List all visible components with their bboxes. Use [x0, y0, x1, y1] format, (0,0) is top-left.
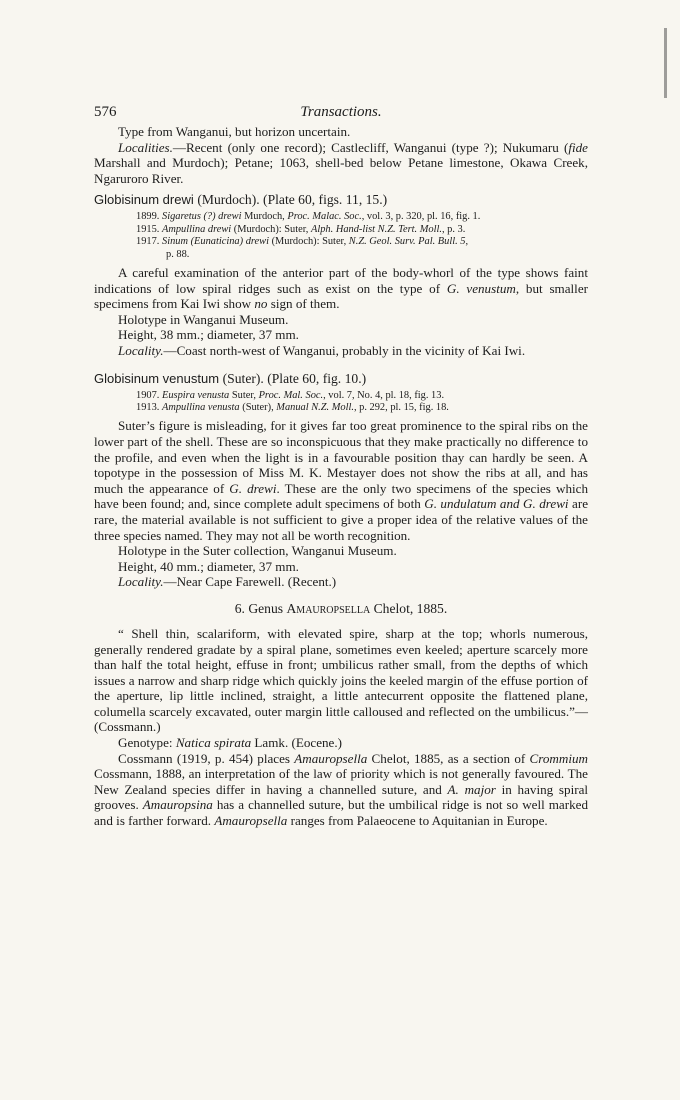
venustum-measurements: Height, 40 mm.; diameter, 37 mm. — [118, 558, 299, 574]
running-title: Transactions. — [300, 104, 382, 120]
synonymy-ref: 1917. Sinum (Eunaticina) drewi (Murdoch): Suter, N.Z. Geol. Surv. Pal. Bull. 5, p. 88. — [136, 236, 469, 260]
synonymy-list-drewi — [94, 211, 588, 261]
species-heading-venustum: Globisinum venustum (Suter). (Plate 60, fig. 10.) — [94, 370, 367, 386]
venustum-locality: Locality.—Near Cape Farewell. (Recent.) — [118, 574, 337, 590]
drewi-description: A careful examination of the anterior part of the body-whorl of the type shows faint indications of low spiral ridges such as exist on the type of G. venustum, but smaller specimens from Kai Iwi show no sign of them. — [94, 265, 588, 312]
page-header — [94, 100, 588, 124]
page-content — [94, 100, 588, 829]
synonymy-ref: 1907. Euspira venusta Suter, Proc. Mal. Soc., vol. 7, No. 4, pl. 18, fig. 13. — [136, 389, 445, 401]
species-heading-drewi: Globisinum drewi (Murdoch). (Plate 60, figs. 11, 15.) — [94, 192, 388, 208]
drewi-holotype: Holotype in Wanganui Museum. — [118, 311, 289, 327]
synonymy-ref: 1915. Ampullina drewi (Murdoch): Suter, Alph. Hand-list N.Z. Tert. Moll., p. 3. — [136, 223, 466, 235]
synonymy-ref: 1899. Sigaretus (?) drewi Murdoch, Proc. Malac. Soc., vol. 3, p. 320, pl. 16, fig. 1. — [136, 211, 481, 223]
intro-localities: Localities.—Recent (only one record); Castlecliff, Wanganui (type ?); Nukumaru (fide Marshall and Murdoch); Petane; 1063, shell-bed below Petane limestone, Okawa Creek, Ngaruroro River. — [94, 139, 588, 186]
venustum-description: Suter’s figure is misleading, for it gives far too great prominence to the spiral ribs on the lower part of the shell. These are so inconspicuous that they make practically no difference to the profile, and even when the light is in a favourable position thay can hardly be seen. A topotype in the possession of Miss M. K. Mestayer does not show the ribs at all, and has much the appearance of G. drewi. These are the only two specimens of the species which have been found; and, since complete adult specimens of both G. undulatum and G. drewi are rare, the material available is not sufficient to give a proper idea of the relative values of the three species named. They may not all be worth recognition. — [94, 418, 589, 543]
page-number: 576 — [94, 104, 117, 120]
genotype-line: Genotype: Natica spirata Lamk. (Eocene.) — [118, 735, 343, 751]
venustum-holotype: Holotype in the Suter collection, Wanganui Museum. — [118, 543, 397, 559]
drewi-locality: Locality.—Coast north-west of Wanganui, probably in the vicinity of Kai Iwi. — [118, 342, 526, 358]
intro-type-line: Type from Wanganui, but horizon uncertain. — [118, 124, 351, 139]
synonymy-list-venustum — [94, 390, 588, 415]
synonymy-ref: 1913. Ampullina venusta (Suter), Manual N.Z. Moll., p. 292, pl. 15, fig. 18. — [136, 401, 449, 413]
genus-quote: “ Shell thin, scalariform, with elevated spire, sharp at the top; whorls numerous, generally rendered gradate by a spiral plane, sometimes even keeled; aperture scarcely more than half the total height, effuse in front; umbilicus rather small, from the depths of which issues a narrow and sharp ridge which quickly joins the keeled margin of the effuse portion of the aperture, lip little inclined, straight, a little antecurrent opposite the flattened plane, columella scarcely excavated, outer margin little calloused and reflected on the umbilicus.”—(Cossmann.) — [94, 625, 588, 735]
edge-scan-mark — [664, 28, 667, 98]
genus-discussion: Cossmann (1919, p. 454) places Amauropsella Chelot, 1885, as a section of Crommium Cossmann, 1888, an interpretation of the law of priority which is not generally favoured. The New Zealand species differ in having a channelled suture, and A. major in having spiral grooves. Amauropsina has a channelled suture, but the umbilical ridge is not so well marked and is farther forward. Amauropsella ranges from Palaeocene to Aquitanian in Europe. — [94, 750, 589, 829]
genus-heading: 6. Genus Amauropsella Chelot, 1885. — [234, 600, 448, 616]
drewi-measurements: Height, 38 mm.; diameter, 37 mm. — [118, 327, 299, 343]
